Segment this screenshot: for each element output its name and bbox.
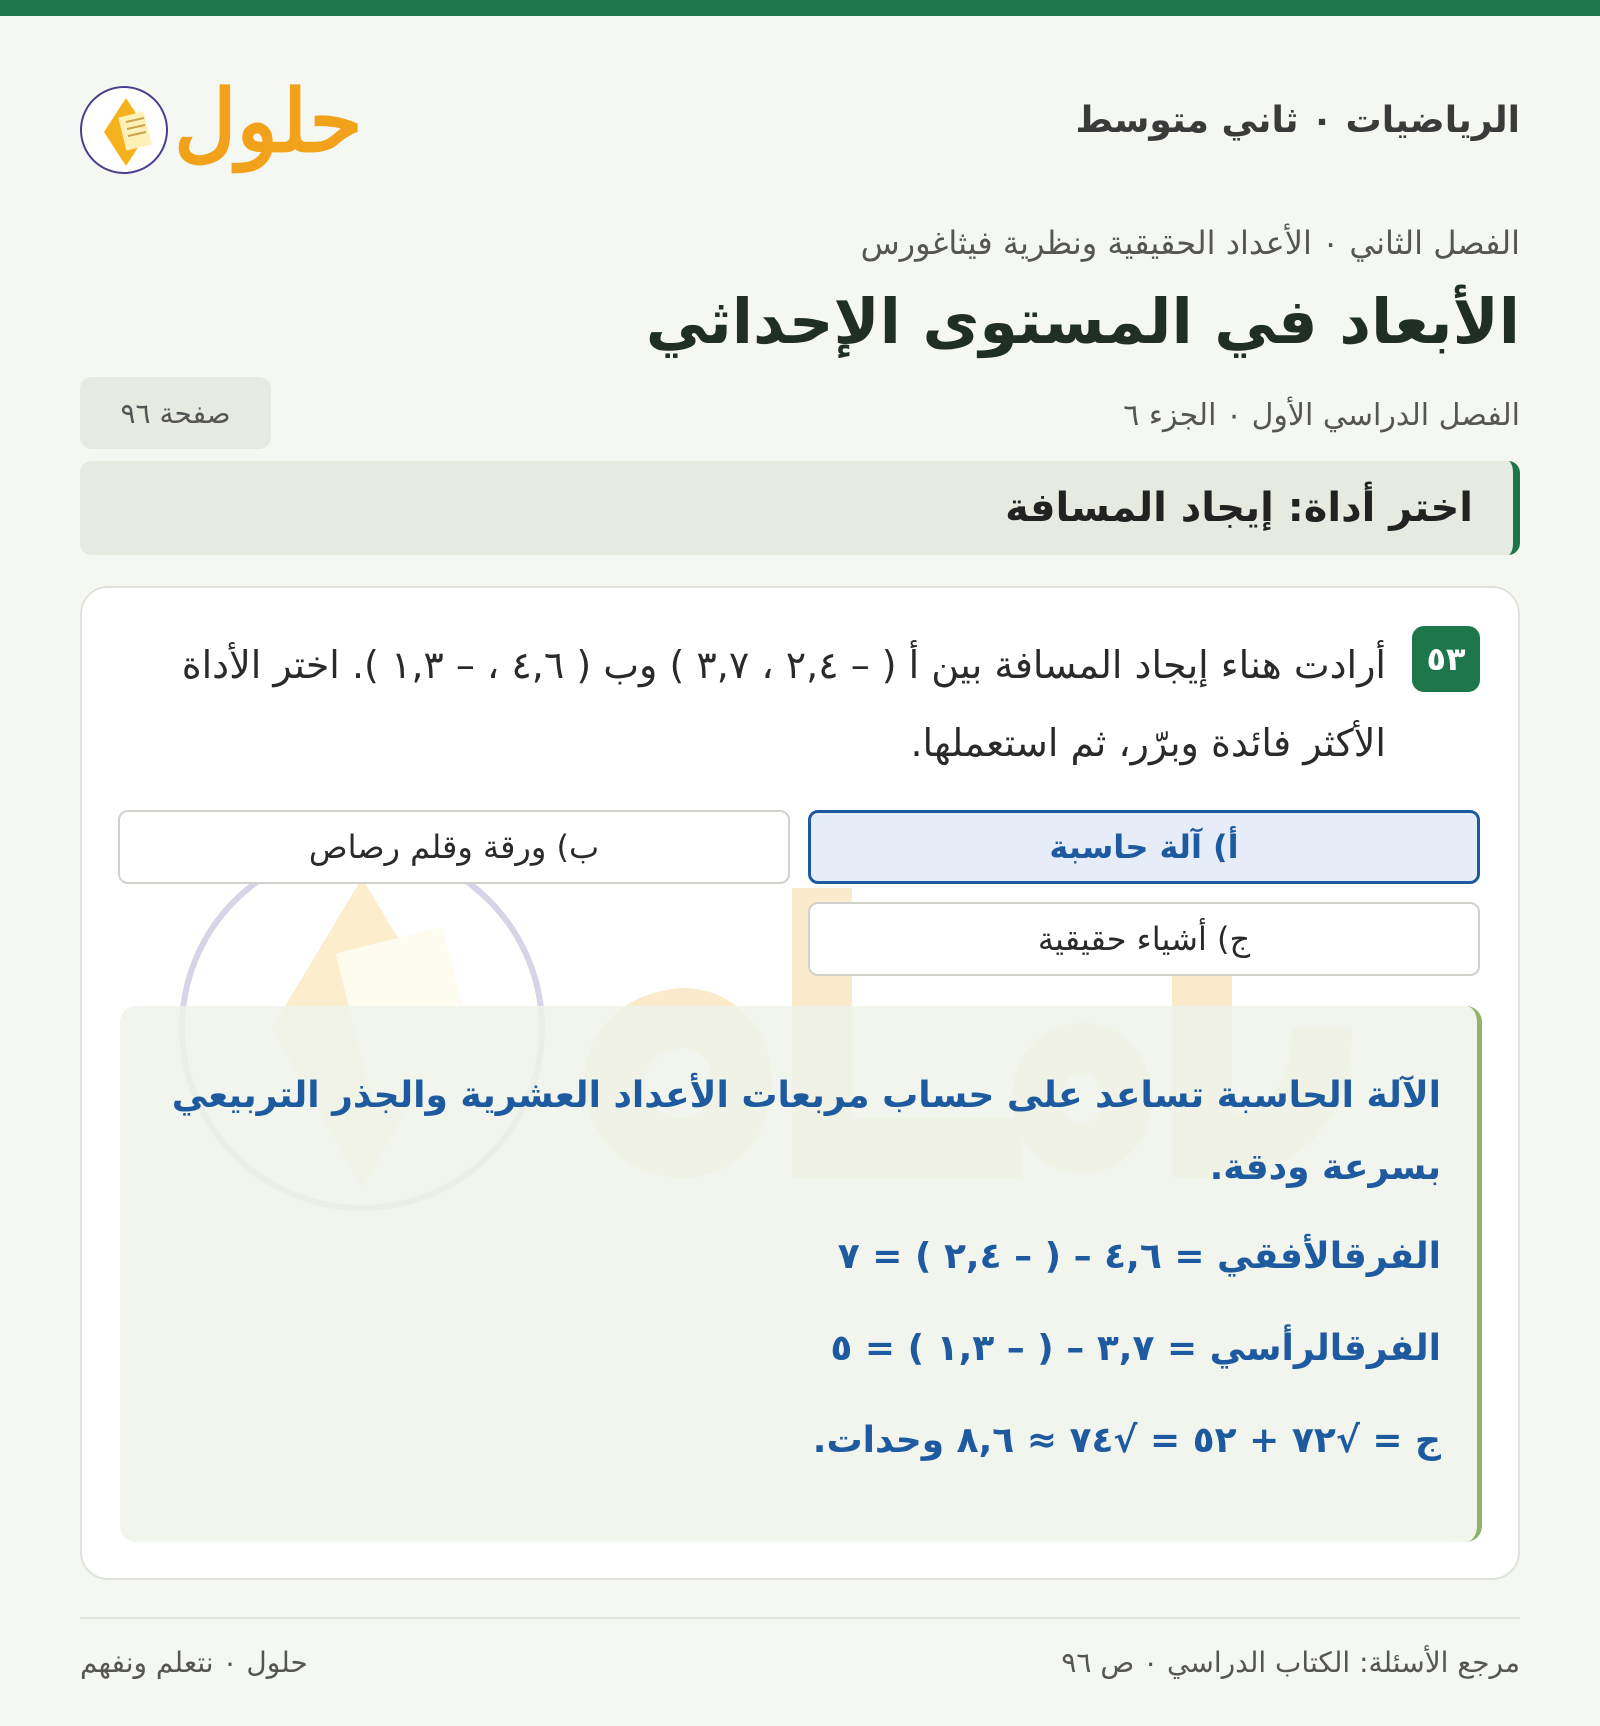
horizontal-difference: الفرقالأفقي = ٤,٦ – ( – ٢,٤ ) = ٧ [837, 1236, 1441, 1277]
option-c-real-objects[interactable]: ج) أشياء حقيقية [808, 902, 1480, 976]
question-text: أرادت هناء إيجاد المسافة بين أ ( – ٢,٤ ، ٣,٧ ) وب ( ٤,٦ ، – ١,٣ ). اختر الأداة الأكثر فائدة وبرّر، ثم استعملها. [181, 643, 1386, 765]
brand-logo[interactable] [80, 62, 380, 182]
section-title: اختر أداة: إيجاد المسافة [1005, 485, 1473, 531]
answer-justification: الآلة الحاسبة تساعد على حساب مربعات الأعداد العشرية والجذر التربيعي بسرعة ودقة. [171, 1075, 1441, 1188]
question-card [80, 586, 1520, 1580]
vertical-difference: الفرقالرأسي = ٣,٧ – ( – ١,٣ ) = ٥ [830, 1328, 1441, 1369]
book-icon [80, 86, 168, 174]
answer-box [120, 1006, 1482, 1542]
distance-result: ج = √٧٢ + ٥٢ = √٧٤ ≈ ٨,٦ وحدات. [812, 1420, 1441, 1461]
question-number: ٥٣ [1412, 626, 1480, 692]
logo-wordmark: حلول [174, 71, 363, 172]
footer-reference: مرجع الأسئلة: الكتاب الدراسي ٠ ص ٩٦ [1061, 1646, 1520, 1679]
top-accent-bar [0, 0, 1600, 16]
subject-label: الرياضيات ٠ ثاني متوسط [1075, 100, 1520, 141]
term-label: الفصل الدراسي الأول ٠ الجزء ٦ [1123, 398, 1520, 433]
page-header [80, 62, 1520, 182]
page-number-badge: صفحة ٩٦ [80, 377, 271, 449]
footer-brand: حلول ٠ نتعلم ونفهم [80, 1646, 308, 1679]
page-title: الأبعاد في المستوى الإحداثي [645, 285, 1520, 358]
footer-divider [80, 1617, 1520, 1619]
option-a-calculator[interactable]: أ) آلة حاسبة [808, 810, 1480, 884]
chapter-label: الفصل الثاني ٠ الأعداد الحقيقية ونظرية فيثاغورس [860, 224, 1520, 262]
option-b-paper-pencil[interactable]: ب) ورقة وقلم رصاص [118, 810, 790, 884]
section-header [80, 461, 1520, 555]
